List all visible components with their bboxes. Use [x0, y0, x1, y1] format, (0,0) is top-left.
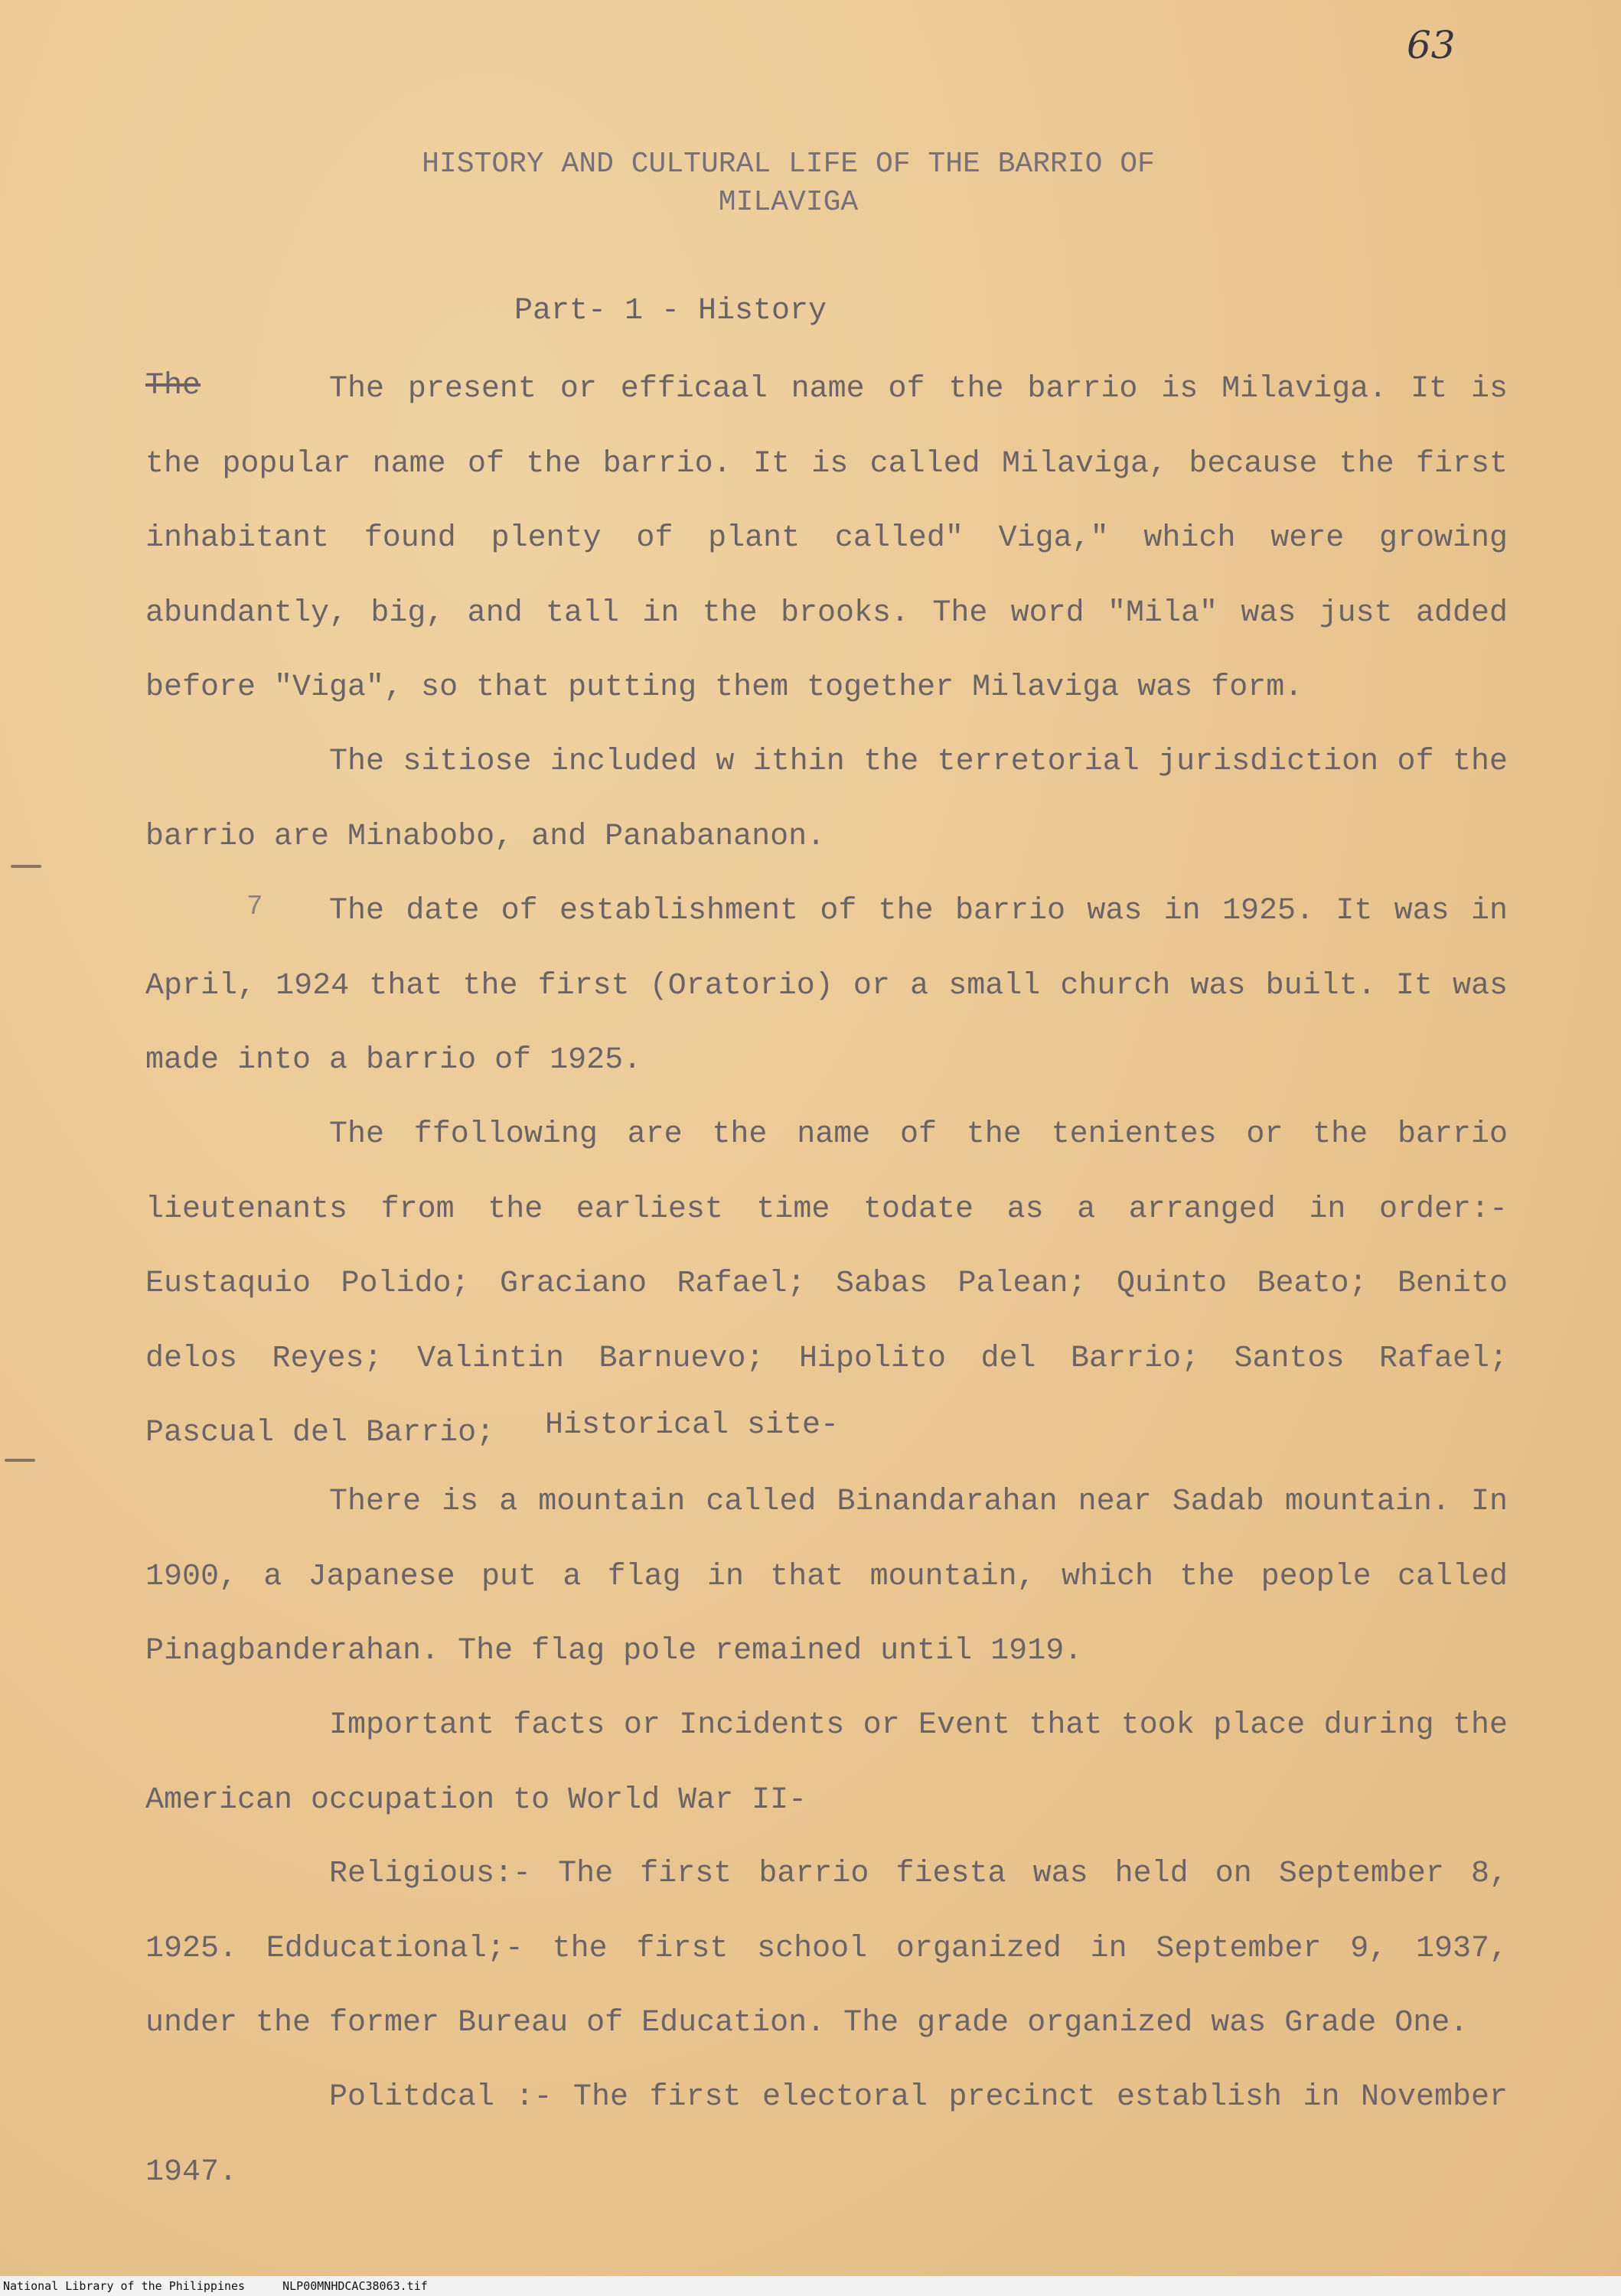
historical-site-heading: Historical site-	[545, 1408, 840, 1443]
part-heading: Part- 1 - History	[514, 294, 827, 328]
paragraph-tenientes: The ffollowing are the name of the tenientes or the barrio lieutenants from the earliest time todate as a arranged in order:- Eustaquio Polido; Graciano Rafael; Sabas Palean; Quinto Beato; Benito delos Reyes; Valintin Barnuevo; Hipolito del Barrio; Santos Rafael; Pascual del Barrio;	[145, 1117, 1508, 1450]
paragraph-sitios: The sitiose included w ithin the terretorial jurisdiction of the barrio are Minabobo, and Panabananon.	[145, 745, 1508, 854]
title-line-1: HISTORY AND CULTURAL LIFE OF THE BARRIO OF	[422, 148, 1155, 181]
scan-footer	[0, 2276, 1621, 2296]
footer-library: National Library of the Philippines	[3, 2279, 246, 2293]
margin-smudge	[11, 865, 41, 868]
margin-number: 7	[246, 891, 263, 922]
paragraph-mountain: There is a mountain called Binandarahan near Sadab mountain. In 1900, a Japanese put a flag in that mountain, which the people called Pinagbanderahan. The flag pole remained until 1919.	[145, 1485, 1508, 1668]
paragraph-religious-educational: Religious:- The first barrio fiesta was held on September 8, 1925. Edducational;- the first school organized in September 9, 1937, under the former Bureau of Education. The grade organized was Grade One.	[145, 1857, 1508, 2040]
struck-word: The	[145, 369, 201, 403]
footer-filename: NLP00MNHDCAC38063.tif	[282, 2279, 428, 2293]
margin-smudge	[5, 1459, 35, 1462]
document-title	[0, 145, 1577, 222]
paragraph-name-origin: The present or efficaal name of the barrio is Milaviga. It is the popular name of the barrio. It is called Milaviga, because the first inhabitant found plenty of plant called" Viga," which were growing abundantly, big, and tall in the brooks. The word "Mila" was just added before "Viga", so that putting them together Milaviga was form.	[145, 372, 1508, 705]
page-number: 63	[1407, 23, 1456, 67]
title-line-2: MILAVIGA	[718, 186, 859, 219]
paragraph-political: Politdcal :- The first electoral precinct establish in November 1947.	[145, 2080, 1508, 2190]
paragraph-establishment: The date of establishment of the barrio was in 1925. It was in April, 1924 that the first (Oratorio) or a small church was built. It was made into a barrio of 1925.	[145, 894, 1508, 1078]
paragraph-important-facts: Important facts or Incidents or Event that took place during the American occupation to World War II-	[145, 1708, 1508, 1818]
